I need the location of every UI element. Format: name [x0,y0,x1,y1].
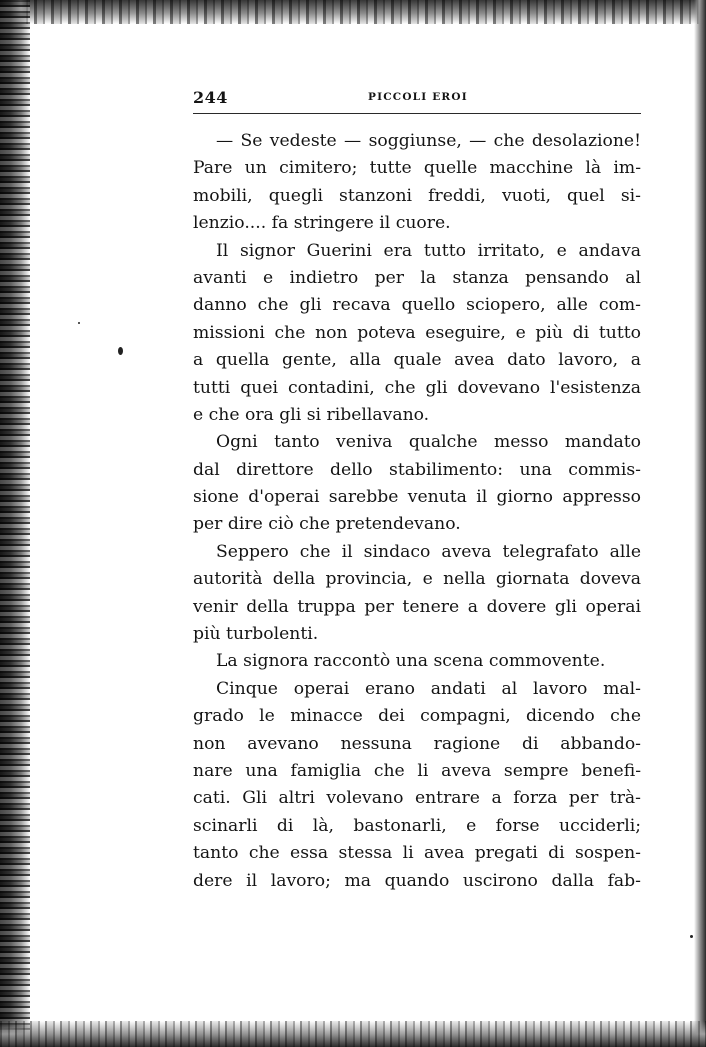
text-line: e che ora gli si ribellavano. [193,404,430,425]
text-line: danno che gli recava quello sciopero, alle com- [193,295,641,316]
text-line: avanti e indietro per la stanza pensando al [193,267,641,288]
page-header [193,88,641,110]
scan-edge-top [0,0,706,24]
text-line: — Se vedeste — soggiunse, — che desolazione! [216,131,641,151]
text-line: dal direttore dello stabilimento: una commis- [193,459,641,480]
text-line: scinarli di là, bastonarli, e forse ucciderli; [193,815,641,836]
text-line: Seppero che il sindaco aveva telegrafato alle [216,541,641,562]
text-line: nare una famiglia che li aveva sempre benefi- [193,760,641,781]
text-line: mobili, quegli stanzoni freddi, vuoti, quel si- [193,185,641,206]
text-line: grado le minacce dei compagni, dicendo che [193,706,641,727]
text-line: per dire ciò che pretendevano. [193,514,461,535]
text-line: dere il lavoro; ma quando uscirono dalla fab- [193,870,641,891]
text-line: tanto che essa stessa li avea pregati di sospen- [193,843,641,864]
running-title: PICCOLI EROI [368,91,468,103]
text-line: Il signor Guerini era tutto irritato, e andava [216,240,641,261]
text-line: cati. Gli altri volevano entrare a forza per trà- [193,788,641,809]
text-line: missioni che non poteva eseguire, e più di tutto [193,322,641,343]
text-line: più turbolenti. [193,624,319,645]
text-line: Cinque operai erano andati al lavoro mal- [216,678,641,699]
text-line: lenzio.... fa stringere il cuore. [193,213,451,234]
scan-edge-right [694,0,706,1047]
body-text [193,128,641,895]
text-line: La signora raccontò una scena commovente. [216,651,606,672]
text-line: Pare un cimitero; tutte quelle macchine là im- [193,158,641,179]
text-line: sione d'operai sarebbe venuta il giorno appresso [193,487,641,508]
text-line: autorità della provincia, e nella giornata doveva [193,569,641,590]
text-line: Ogni tanto veniva qualche messo mandato [216,432,641,453]
header-rule [193,113,641,114]
scan-edge-left [0,0,30,1047]
scan-speck [690,935,693,938]
text-line: tutti quei contadini, che gli dovevano l'esistenza [193,377,641,398]
text-line: venir della truppa per tenere a dovere gli operai [193,596,641,617]
scan-speck [78,322,80,324]
text-line: a quella gente, alla quale avea dato lavoro, a [193,350,641,371]
scan-speck [118,347,123,355]
scan-edge-bottom [0,1021,706,1047]
text-line: non avevano nessuna ragione di abbando- [193,733,641,754]
page-number: 244 [193,88,228,107]
